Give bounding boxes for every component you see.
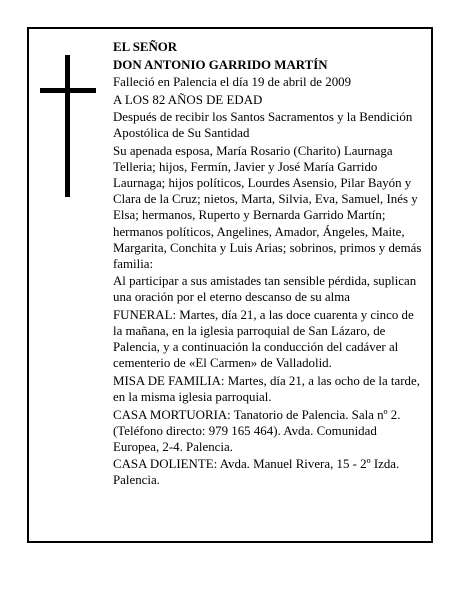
funeral-paragraph: FUNERAL: Martes, día 21, a las doce cuarenta y cinco de la mañana, en la iglesia parroquial de San Lázaro, de Palencia, y a continuación la conducción del cadáver al cementerio de «El Carmen» de Valladolid.	[113, 308, 414, 371]
obituary-text	[113, 39, 425, 490]
family-paragraph: Su apenada esposa, María Rosario (Charito) Laurnaga Telleria; hijos, Fermín, Javier y José María Garrido Laurnaga; hijos políticos, Lourdes Asensio, Pilar Bayón y Clara de la Cruz; nietos, Marta, Silvia, Eva, Samuel, Inés y Elsa; hermanos, Ruperto y Bernarda Garrido Martín; hermanos políticos, Angelines, Amador, Ángeles, Maite, Margarita, Conchita y Luis Arias; sobrinos, primos y demás familia:	[113, 144, 422, 271]
mourning-house-paragraph: CASA DOLIENTE: Avda. Manuel Rivera, 15 - 2º Izda. Palencia.	[113, 457, 400, 488]
cross-horizontal-bar	[40, 88, 96, 93]
title-line-1: EL SEÑOR	[113, 40, 178, 54]
request-paragraph: Al participar a sus amistades tan sensible pérdida, suplican una oración por el eterno descanso de su alma	[113, 274, 417, 305]
title-line-2: DON ANTONIO GARRIDO MARTÍN	[113, 57, 328, 72]
family-mass-paragraph: MISA DE FAMILIA: Martes, día 21, a las ocho de la tarde, en la misma iglesia parroquial.	[113, 373, 420, 404]
death-line: Falleció en Palencia el día 19 de abril de 2009	[113, 75, 352, 90]
cross-icon	[40, 55, 96, 197]
sacraments-paragraph: Después de recibir los Santos Sacramentos y la Bendición Apostólica de Su Santidad	[113, 110, 413, 141]
age-line: A LOS 82 AÑOS DE EDAD	[113, 92, 263, 107]
funeral-home-paragraph: CASA MORTUORIA: Tanatorio de Palencia. Sala nº 2. (Teléfono directo: 979 165 464). Avda. Comunidad Europea, 2-4. Palencia.	[113, 407, 401, 454]
cross-vertical-bar	[65, 55, 70, 197]
